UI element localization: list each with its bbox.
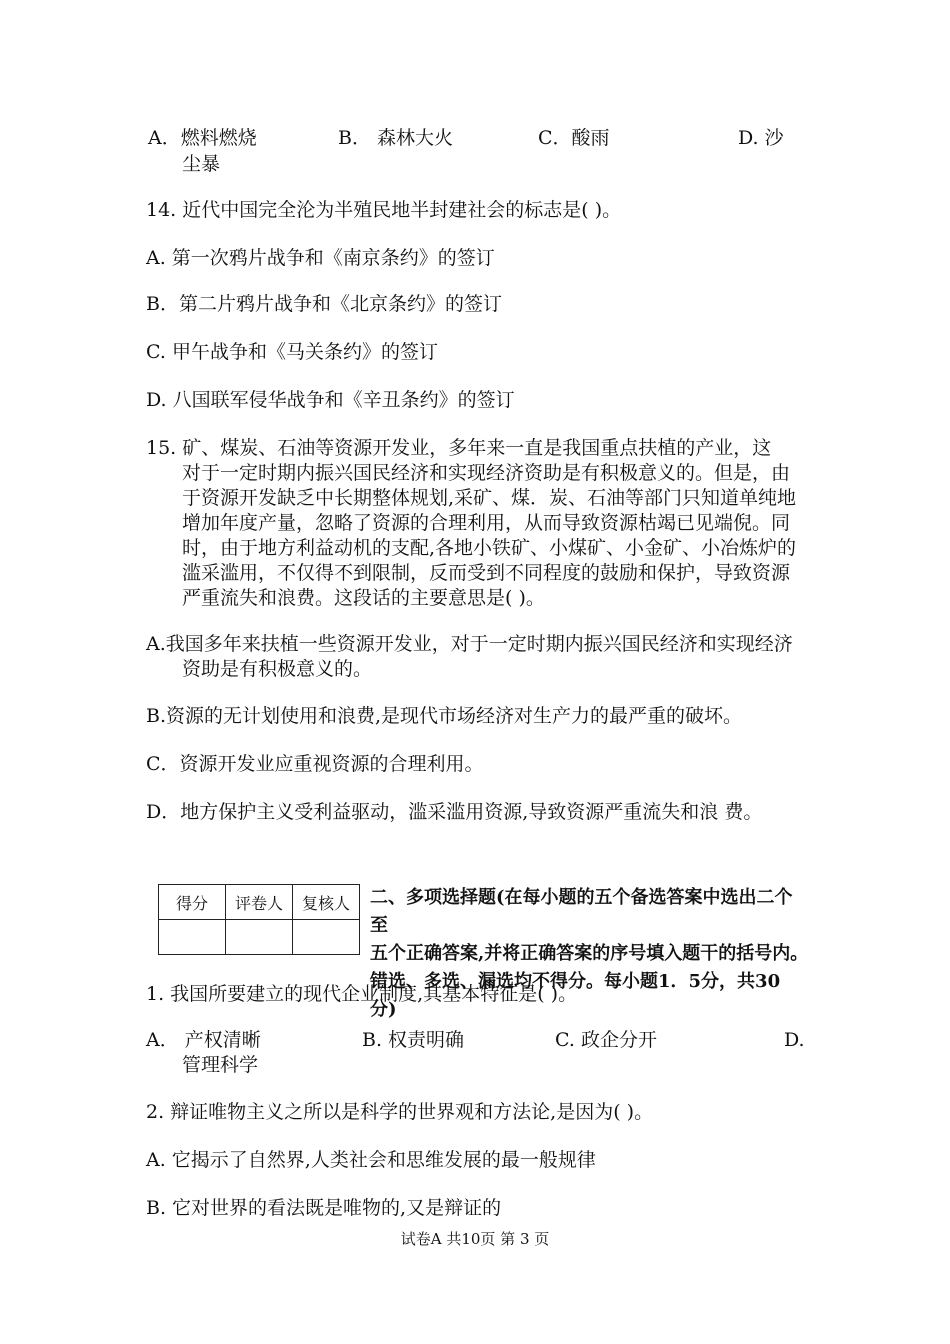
q14-option-b: B．第二片鸦片战争和《北京条约》的签订 (146, 293, 502, 315)
mq2-option-b: B. 它对世界的看法既是唯物的,又是辩证的 (146, 1197, 502, 1219)
score-header: 得分 (159, 885, 226, 920)
q15-stem-line: 滥采滥用，不仅得不到限制，反而受到不同程度的鼓励和保护，导致资源 (182, 562, 791, 584)
mq1-option-a: A． 产权清晰 (146, 1029, 261, 1051)
q15-option-b: B.资源的无计划使用和浪费,是现代市场经济对生产力的最严重的破坏。 (146, 705, 743, 727)
q15-stem-line: 时，由于地方利益动机的支配,各地小铁矿、小煤矿、小金矿、小冶炼炉的 (182, 537, 797, 559)
mq2-stem: 2. 辩证唯物主义之所以是科学的世界观和方法论,是因为( )。 (146, 1101, 654, 1123)
grader-header: 评卷人 (226, 885, 293, 920)
mq1-option-b: B. 权责明确 (362, 1029, 465, 1051)
q15-stem-line: 增加年度产量，忽略了资源的合理利用，从而导致资源枯竭已见端倪。同 (182, 512, 791, 534)
q13-option-d: D. 沙 (738, 127, 784, 149)
q15-option-d: D．地方保护主义受利益驱动，滥采滥用资源,导致资源严重流失和浪 费。 (146, 801, 763, 823)
q14-option-a: A. 第一次鸦片战争和《南京条约》的签订 (146, 247, 495, 269)
grader-cell[interactable] (226, 920, 293, 955)
mq1-option-d-continued: 管理科学 (182, 1054, 259, 1076)
q13-option-b: B． 森林大火 (338, 127, 454, 149)
q14-option-c: C. 甲午战争和《马关条约》的签订 (146, 341, 438, 363)
q15-stem-line: 于资源开发缺乏中长期整体规划,采矿、煤．炭、石油等部门只知道单纯地 (182, 487, 797, 509)
q15-stem-line: 15. 矿、煤炭、石油等资源开发业，多年来一直是我国重点扶植的产业，这 (146, 437, 772, 459)
mq1-stem: 1. 我国所要建立的现代企业制度,其基本特征是( )。 (146, 983, 578, 1005)
section2-heading (370, 884, 810, 1020)
score-table (158, 884, 360, 955)
q15-option-a-continued: 资助是有积极意义的。 (182, 658, 373, 680)
reviewer-cell[interactable] (293, 920, 360, 955)
q13-option-c: C．酸雨 (538, 127, 610, 149)
section2-heading-line: 错选、多选、漏选均不得分。每小题1．5分，共30 分) (370, 971, 781, 1020)
q14-stem: 14. 近代中国完全沦为半殖民地半封建社会的标志是( )。 (146, 199, 622, 221)
page-footer: 试卷A 共10页 第 3 页 (400, 1230, 550, 1248)
q14-option-d: D. 八国联军侵华战争和《辛丑条约》的签订 (146, 389, 515, 411)
mq1-option-c: C. 政企分开 (555, 1029, 657, 1051)
score-cell[interactable] (159, 920, 226, 955)
q15-stem-line: 严重流失和浪费。这段话的主要意思是( )。 (182, 587, 545, 609)
section2-heading-line: 二、多项选择题(在每小题的五个备选答案中选出二个至 (370, 887, 793, 936)
reviewer-header: 复核人 (293, 885, 360, 920)
q15-stem-line: 对于一定时期内振兴国民经济和实现经济资助是有积极意义的。但是，由 (182, 462, 791, 484)
q15-option-c: C．资源开发业应重视资源的合理利用。 (146, 753, 484, 775)
mq2-option-a: A. 它揭示了自然界,人类社会和思维发展的最一般规律 (146, 1149, 596, 1171)
q13-option-a: A．燃料燃烧 (148, 127, 257, 149)
q13-option-d-continued: 尘暴 (182, 153, 221, 175)
section2-heading-line: 五个正确答案,并将正确答案的序号填入题干的括号内。 (370, 943, 809, 964)
q15-option-a: A.我国多年来扶植一些资源开发业，对于一定时期内振兴国民经济和实现经济 (146, 633, 793, 655)
mq1-option-d: D. (784, 1029, 805, 1051)
